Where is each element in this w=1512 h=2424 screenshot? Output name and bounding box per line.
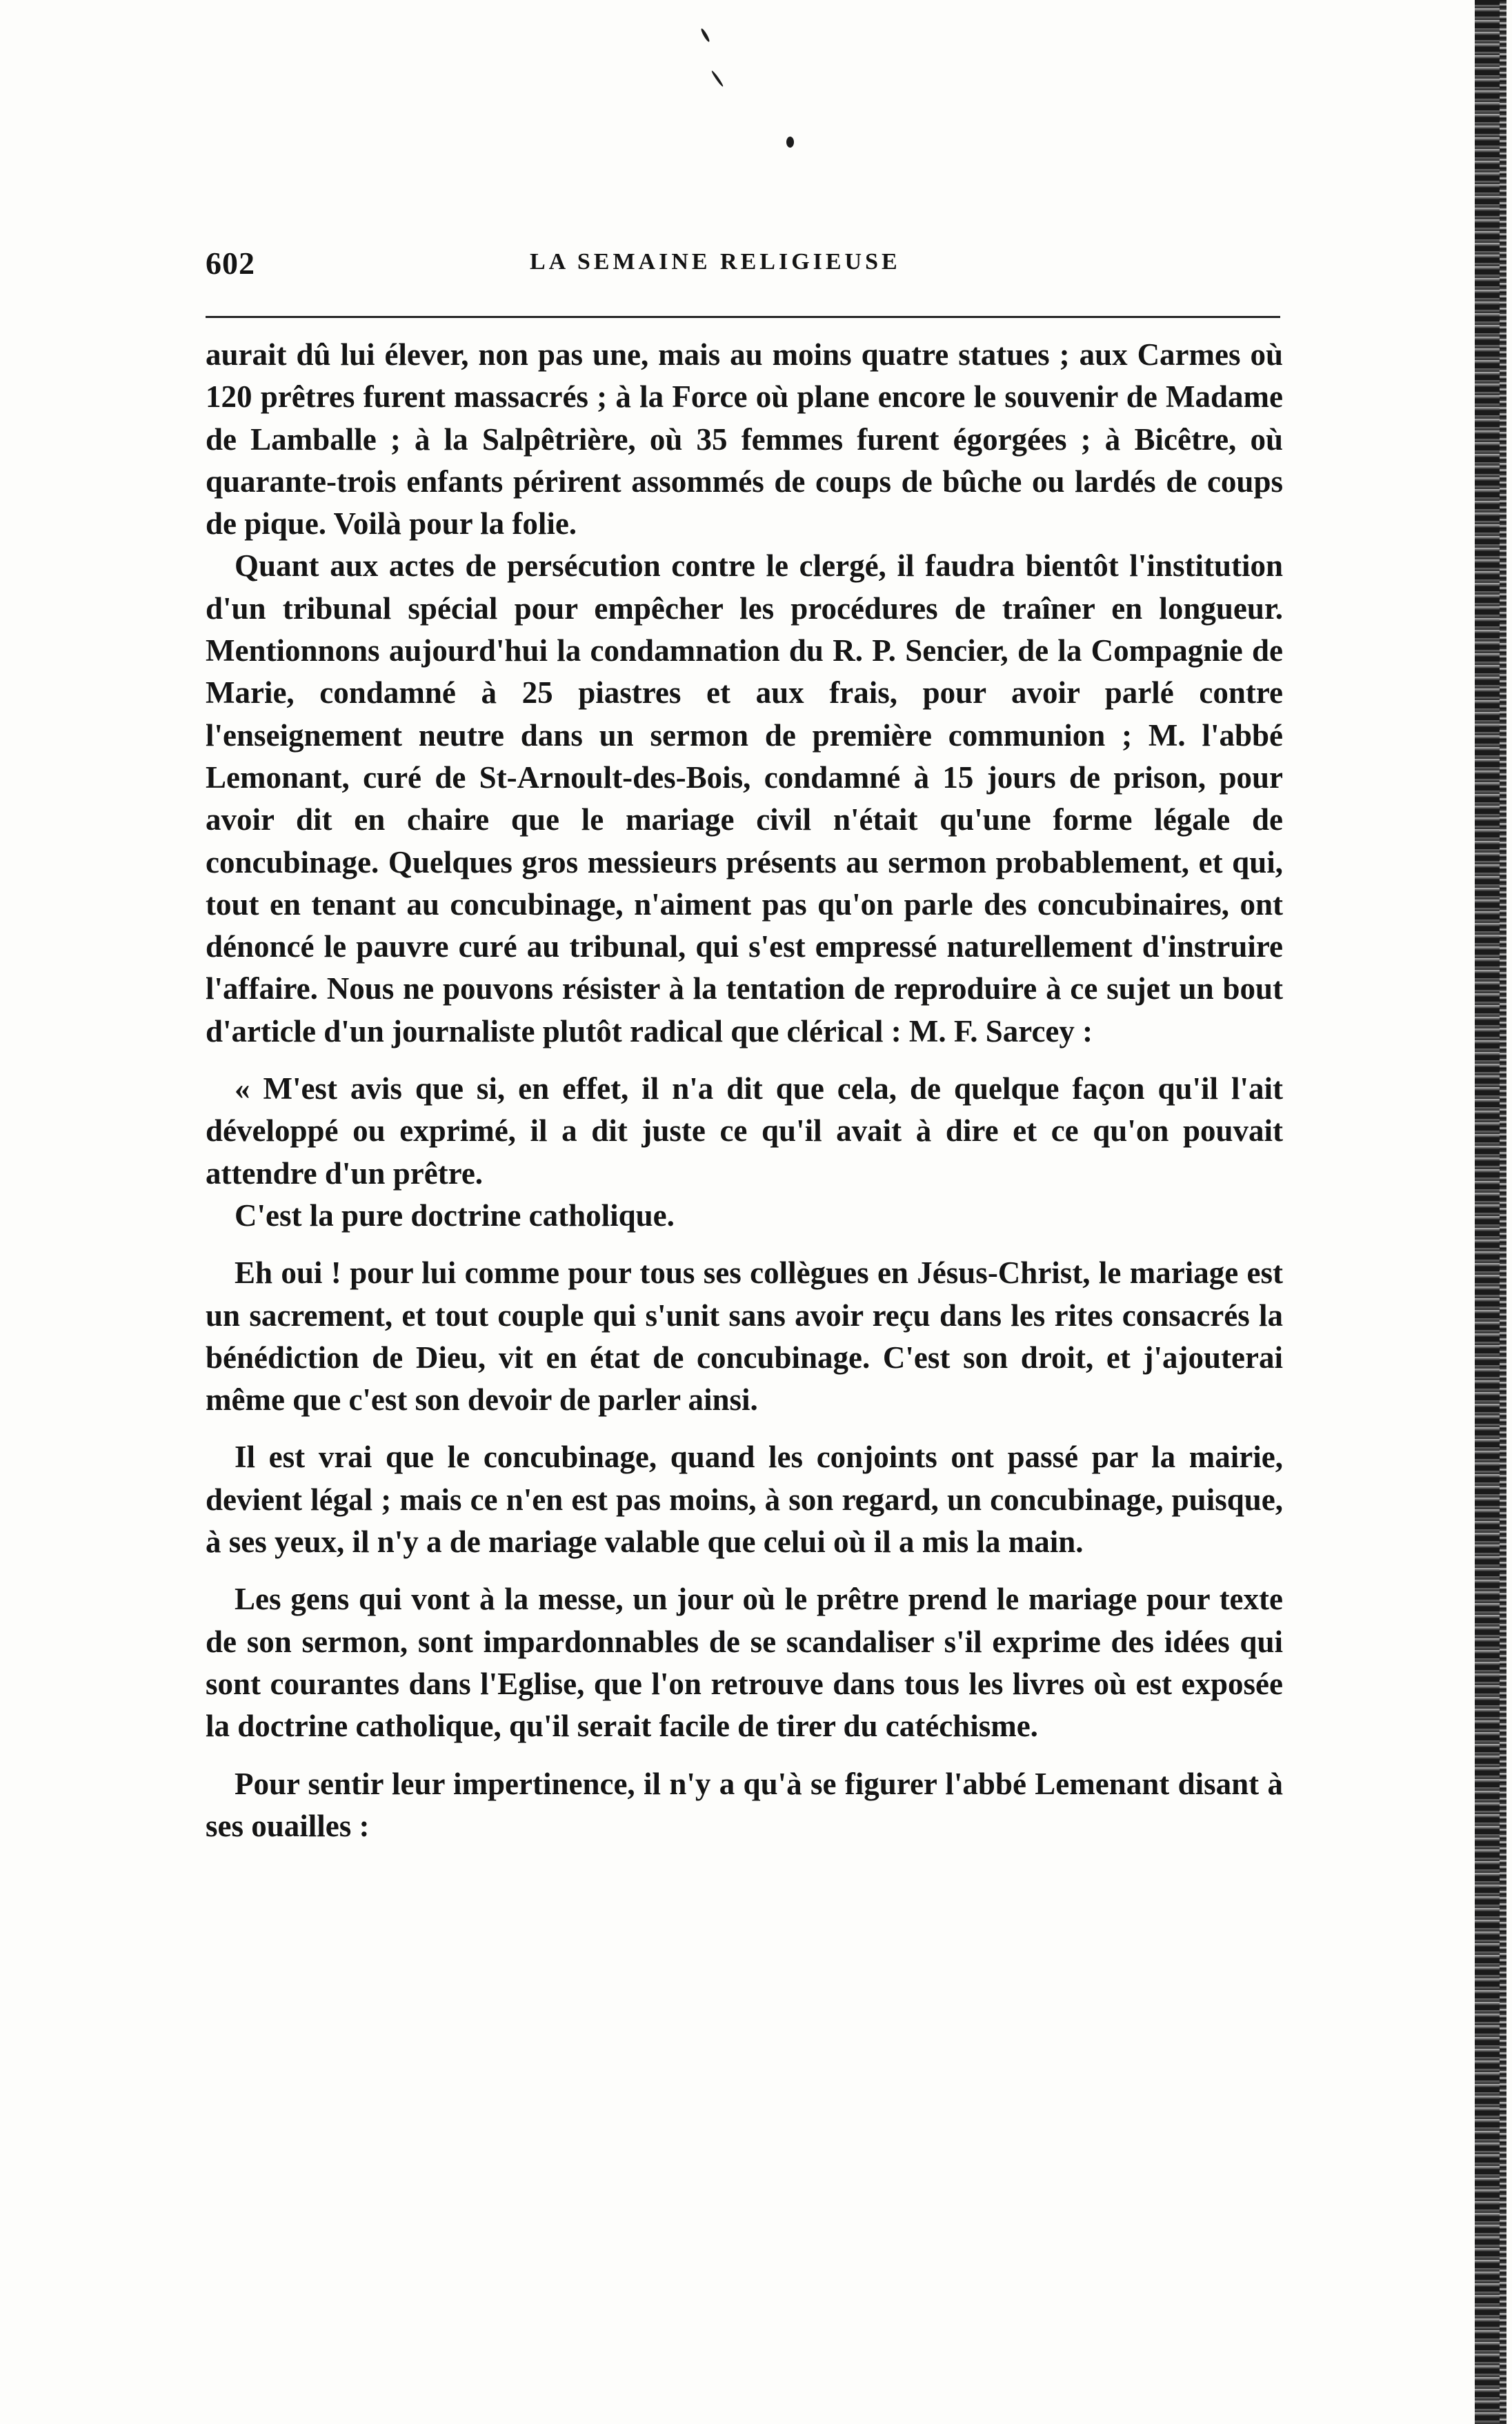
running-title: LA SEMAINE RELIGIEUSE (530, 249, 901, 275)
paragraph-continuation: aurait dû lui élever, non pas une, mais au moins quatre statues ; aux Carmes où 120 prêtres furent massacrés ; à la Force où plane encore le souvenir de Madame de Lamballe ; à la Salpêtrière, où 35 femmes furent égorgées ; à Bicêtre, où quarante-trois enfants périrent assommés de coups de bûche ou lardés de coups de pique. Voilà pour la folie. (206, 337, 1283, 542)
ink-speck (786, 137, 794, 148)
ink-speck (710, 70, 724, 87)
paragraph-impertinence: Pour sentir leur impertinence, il n'y a qu'à se figurer l'abbé Lemenant disant à ses ouailles : (206, 1766, 1283, 1843)
header-rule (206, 316, 1280, 318)
page-number: 602 (206, 246, 255, 281)
paragraph-quote-open: « M'est avis que si, en effet, il n'a dit que cela, de quelque façon qu'il l'ait développé ou exprimé, il a dit juste ce qu'il avait à dire et ce qu'on pouvait attendre d'un prêtre. (206, 1071, 1283, 1191)
ink-speck (700, 28, 710, 43)
article-body (206, 334, 1283, 1847)
paragraph-legal-concubinage: Il est vrai que le concubinage, quand les conjoints ont passé par la mairie, devient légal ; mais ce n'en est pas moins, à son regard, un concubinage, puisque, à ses yeux, il n'y a de mariage valable que celui où il a mis la main. (206, 1440, 1283, 1560)
page-edge-scan-strip (1475, 0, 1502, 2424)
paragraph-sacrament: Eh oui ! pour lui comme pour tous ses collègues en Jésus-Christ, le mariage est un sacrement, et tout couple qui s'unit sans avoir reçu dans les rites consacrés la bénédiction de Dieu, vit en état de concubinage. C'est son droit, et j'ajouterai même que c'est son devoir de parler ainsi. (206, 1255, 1283, 1418)
paragraph-mass-goers: Les gens qui vont à la messe, un jour où le prêtre prend le mariage pour texte de son sermon, sont impardonnables de se scandaliser s'il exprime des idées qui sont courantes dans l'Eglise, que l'on retrouve dans tous les livres où est exposée la doctrine catholique, qu'il serait facile de tirer du catéchisme. (206, 1582, 1283, 1744)
paragraph-doctrine: C'est la pure doctrine catholique. (235, 1198, 675, 1233)
page-edge-scan-strip-inner (1500, 0, 1506, 2424)
paragraph-persecution: Quant aux actes de persécution contre le clergé, il faudra bientôt l'institution d'un tribunal spécial pour empêcher les procédures de traîner en longueur. Mentionnons aujourd'hui la condamnation du R. P. Sencier, de la Compagnie de Marie, condamné à 25 piastres et aux frais, pour avoir parlé contre l'enseignement neutre dans un sermon de première communion ; M. l'abbé Lemonant, curé de St-Arnoult-des-Bois, condamné à 15 jours de prison, pour avoir dit en chaire que le mariage civil n'était qu'une forme légale de concubinage. Quelques gros messieurs présents au sermon probablement, et qui, tout en tenant au concubinage, n'aiment pas qu'on parle des concubinaires, ont dénoncé le pauvre curé au tribunal, qui s'est empressé naturellement d'instruire l'affaire. Nous ne pouvons résister à la tentation de reproduire à ce sujet un bout d'article d'un journaliste plutôt radical que clérical : M. F. Sarcey : (206, 548, 1283, 1049)
page-header (206, 245, 1282, 293)
